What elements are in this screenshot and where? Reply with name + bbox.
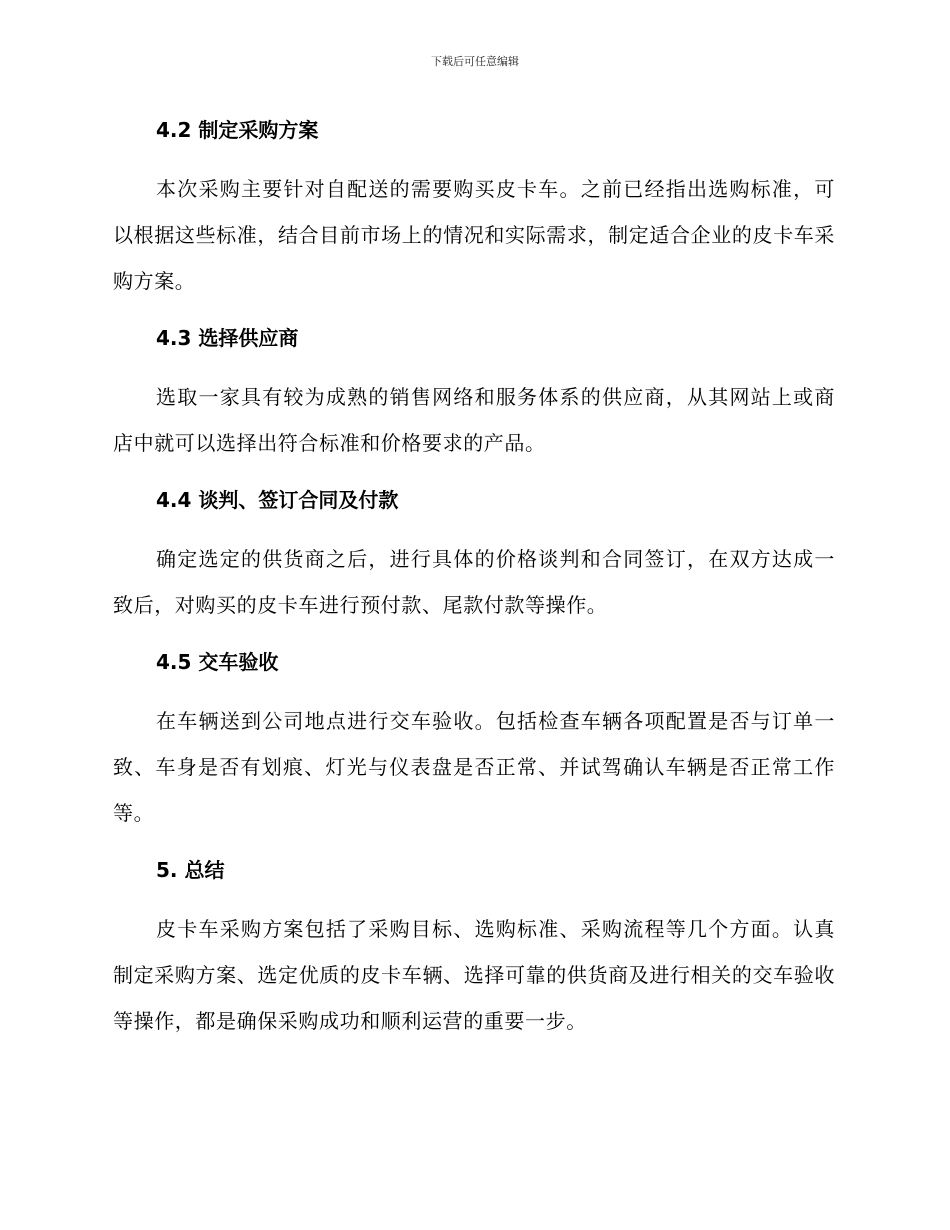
section-heading: 4.5 交车验收 (156, 650, 279, 674)
header-note: 下载后可任意编辑 (431, 55, 519, 68)
section-4-5 (113, 642, 835, 850)
section-5-summary (113, 850, 835, 1044)
section-4-4 (113, 480, 835, 642)
section-heading: 4.3 选择供应商 (156, 326, 299, 350)
section-paragraph: 皮卡车采购方案包括了采购目标、选购标准、采购流程等几个方面。认真制定采购方案、选定优质的皮卡车辆、选择可靠的供货商及进行相关的交车验收等操作，都是确保采购成功和顺利运营的重要一步。 (113, 917, 835, 1033)
section-4-3 (113, 318, 835, 480)
section-paragraph: 在车辆送到公司地点进行交车验收。包括检查车辆各项配置是否与订单一致、车身是否有划痕、灯光与仪表盘是否正常、并试驾确认车辆是否正常工作等。 (113, 709, 835, 825)
section-heading: 4.4 谈判、签订合同及付款 (156, 488, 399, 512)
section-heading: 4.2 制定采购方案 (156, 118, 319, 142)
section-paragraph: 本次采购主要针对自配送的需要购买皮卡车。之前已经指出选购标准，可以根据这些标准，结合目前市场上的情况和实际需求，制定适合企业的皮卡车采购方案。 (113, 177, 835, 293)
section-heading: 5. 总结 (156, 858, 225, 882)
document-body (113, 110, 835, 1044)
section-paragraph: 确定选定的供货商之后，进行具体的价格谈判和合同签订，在双方达成一致后，对购买的皮卡车进行预付款、尾款付款等操作。 (113, 547, 835, 617)
section-4-2 (113, 110, 835, 318)
section-paragraph: 选取一家具有较为成熟的销售网络和服务体系的供应商，从其网站上或商店中就可以选择出符合标准和价格要求的产品。 (113, 385, 835, 455)
